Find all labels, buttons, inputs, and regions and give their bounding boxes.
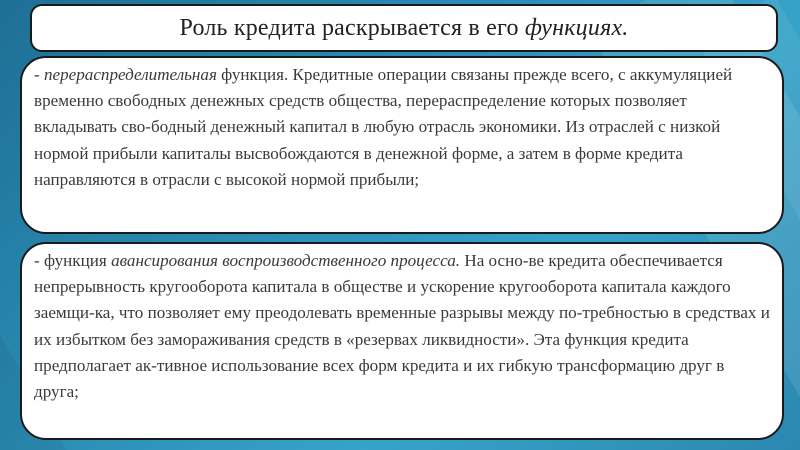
slide-title — [180, 15, 629, 42]
content-block-advancing — [20, 242, 784, 440]
paragraph-text: На осно-ве кредита обеспечивается непрерывность кругооборота капитала в обществе и ускорение кругооборота капитала каждого заемщи-ка, что позволяет ему преодолевать временные разрывы между по-требностью в средствах и их избытком без замораживания средств в «резервах ликвидности». Эта функция кредита предполагает ак-тивное использование всех форм кредита и их гибкую трансформацию друг в друга; — [34, 251, 770, 402]
slide-title-box — [30, 4, 778, 52]
paragraph-emphasis: авансирования воспроизводственного процесса. — [111, 251, 461, 270]
paragraph-advancing — [34, 248, 772, 405]
title-emphasis: функциях. — [524, 14, 629, 41]
paragraph-emphasis: перераспределительная — [43, 65, 217, 84]
paragraph-text: функция. Кредитные операции связаны прежде всего, с аккумуляцией временно свободных денежных средств общества, перераспределение которых позволяет вкладывать сво-бодный денежный капитал в любую отрасль экономики. Из отраслей с низкой нормой прибыли капиталы высвобождаются в денежной форме, а затем в форме кредита направляются в отрасли с высокой нормой прибыли; — [34, 65, 733, 189]
content-block-redistribution — [20, 56, 784, 234]
title-prefix: Роль кредита раскрывается в его — [179, 14, 525, 41]
paragraph-lead: - — [34, 65, 44, 84]
paragraph-redistribution — [34, 62, 772, 193]
paragraph-lead: - функция — [34, 251, 112, 270]
